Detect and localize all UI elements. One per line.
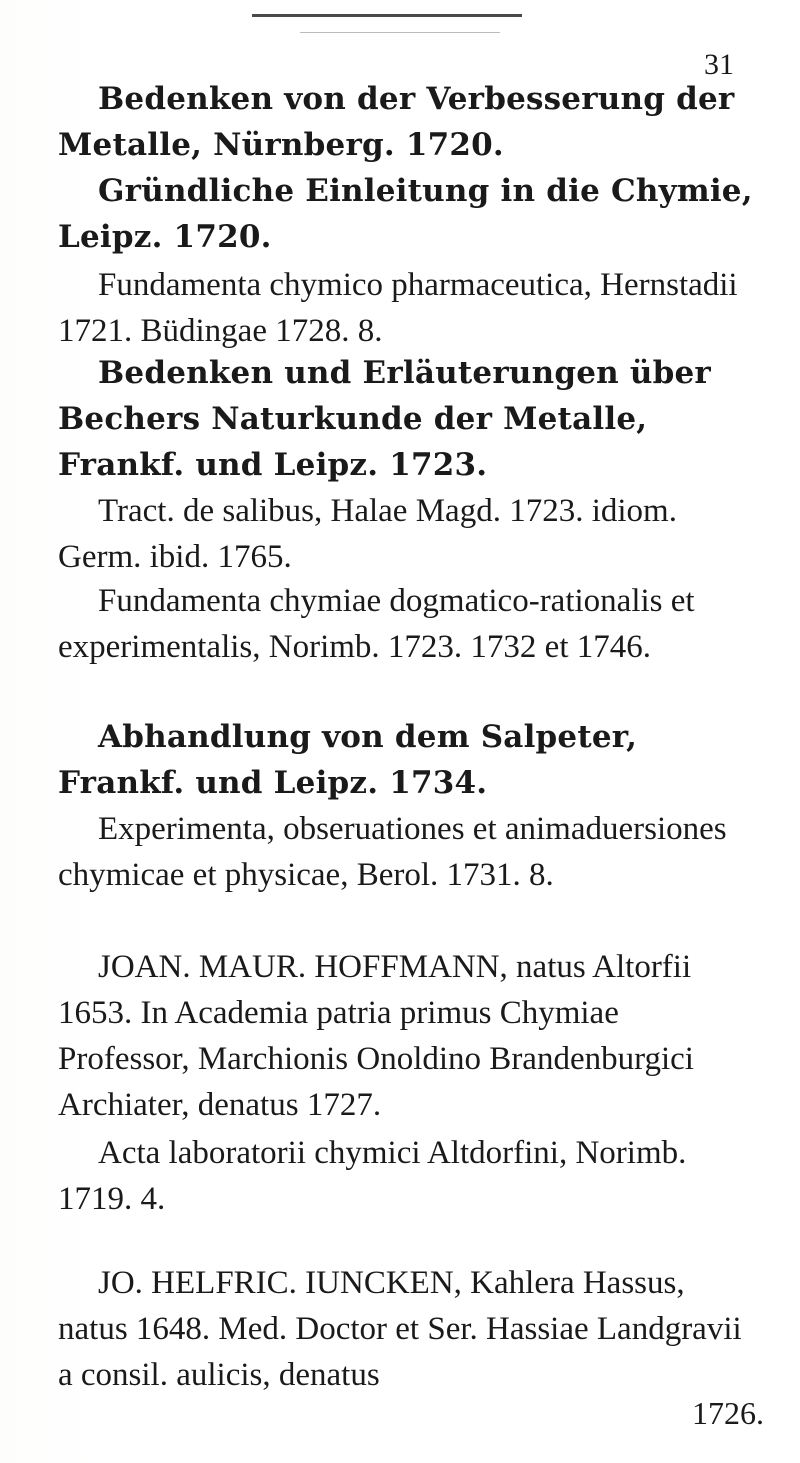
entry-juncken-bio: JO. HELFRIC. IUNCKEN, Kahlera Hassus, natus 1648. Med. Doctor et Ser. Hassiae Landgravii a consil. aulicis, denatus (58, 1265, 742, 1393)
entry-tract-de-salibus: Tract. de salibus, Halae Magd. 1723. idiom. Germ. ibid. 1765. (58, 493, 677, 575)
page-number: 31 (704, 48, 734, 81)
entry-hoffmann-bio: JOAN. MAUR. HOFFMANN, natus Altorfii 1653. In Academia patria primus Chymiae Professor, Marchionis Onoldino Brandenburgici Archiater, denatus 1727. (58, 949, 694, 1123)
header-rule (252, 14, 522, 17)
entry-experimenta: Experimenta, obseruationes et animaduersiones chymicae et physicae, Berol. 1731. 8. (58, 811, 727, 893)
header-rule-thin (300, 32, 500, 33)
death-year: 1726. (692, 1395, 764, 1431)
entry-bedenken-verbesserung: Bedenken von der Verbesserung der Metalle, Nürnberg. 1720. (58, 81, 735, 163)
entry-gruendliche-einleitung: Gründliche Einleitung in die Chymie, Leipz. 1720. (58, 173, 753, 255)
entry-acta-laboratorii: Acta laboratorii chymici Altdorfini, Norimb. 1719. 4. (58, 1135, 687, 1217)
entry-abhandlung-salpeter: Abhandlung von dem Salpeter, Frankf. und Leipz. 1734. (58, 719, 638, 801)
entry-bedenken-erlaeuterungen: Bedenken und Erläuterungen über Bechers Naturkunde der Metalle, Frankf. und Leipz. 1723. (58, 355, 711, 483)
entry-fundamenta-dogmatico: Fundamenta chymiae dogmatico-rationalis et experimentalis, Norimb. 1723. 1732 et 1746. (58, 583, 695, 665)
entry-fundamenta-pharmaceutica: Fundamenta chymico pharmaceutica, Hernstadii 1721. Büdingae 1728. 8. (58, 267, 738, 349)
